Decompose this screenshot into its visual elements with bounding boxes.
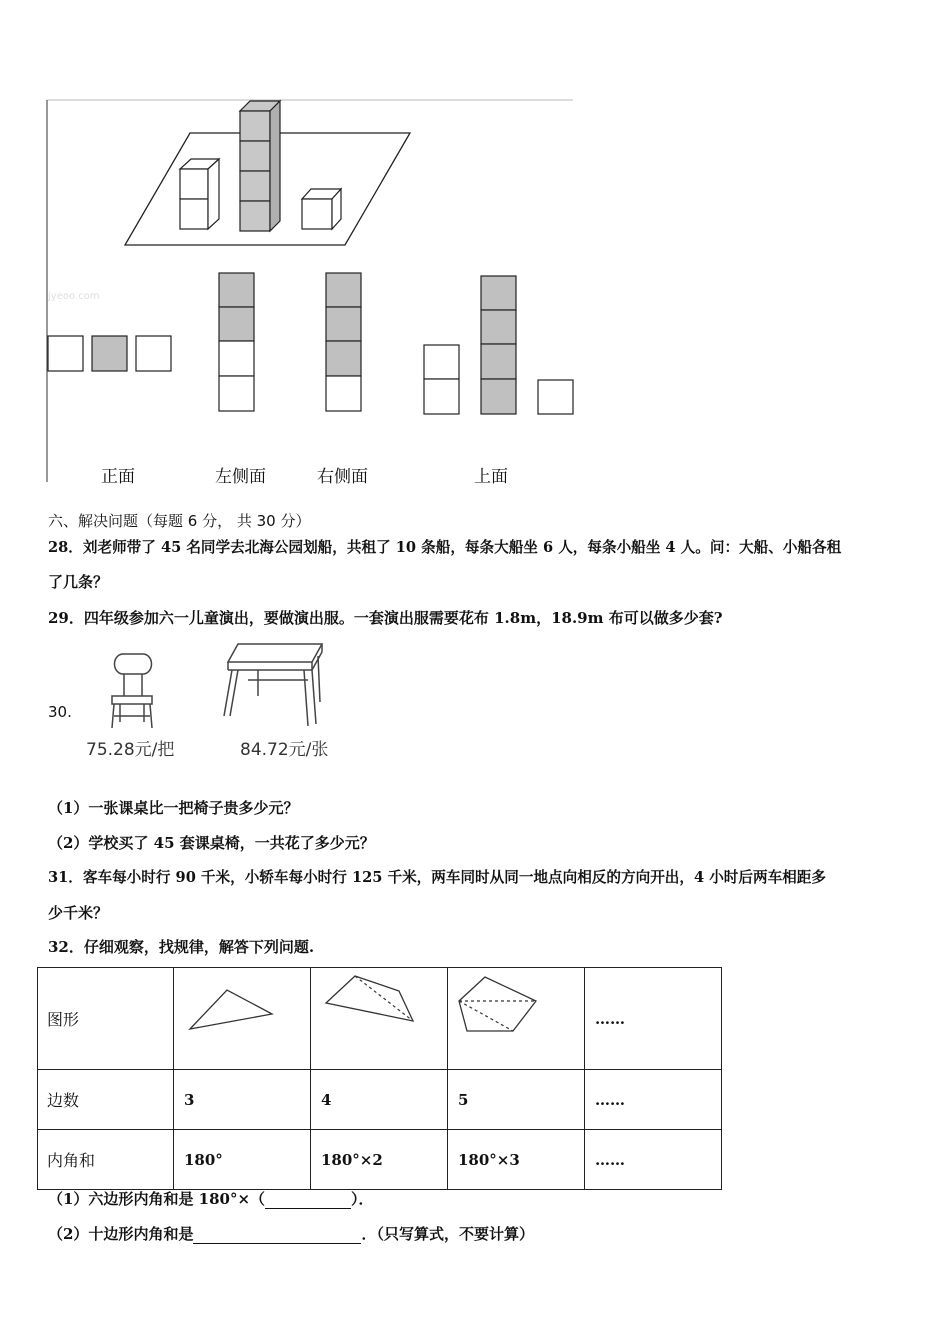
question-32-sub2	[48, 1223, 534, 1244]
chair-price: 75.28元/把	[86, 740, 175, 760]
question-31-line1: 31．客车每小时行 90 千米，小轿车每小时行 125 千米，两车同时从同一地点向相反的方向开出，4 小时后两车相距多	[48, 869, 826, 886]
shape-quadrilateral	[311, 968, 448, 1070]
front-view-label: 正面	[101, 467, 135, 487]
top-view	[424, 276, 573, 414]
question-31-line2: 少千米？	[48, 904, 109, 922]
front-view	[48, 336, 171, 371]
question-30-sub1: （1）一张课桌比一把椅子贵多少元？	[48, 799, 299, 817]
desk-image	[218, 640, 328, 730]
row-label-shape: 图形	[38, 968, 174, 1070]
cube-stack-tall	[240, 101, 280, 231]
angle-cell: 180°×2	[311, 1130, 448, 1190]
pentagon-figure	[448, 968, 584, 1065]
question-30-number: 30.	[48, 703, 72, 721]
question-32-sub2-prefix: （2）十边形内角和是	[48, 1225, 194, 1243]
shape-pentagon	[448, 968, 585, 1070]
cube-single	[302, 189, 341, 229]
answer-blank-2[interactable]	[193, 1225, 361, 1244]
quadrilateral-figure	[311, 968, 447, 1065]
desk-price: 84.72元/张	[240, 740, 329, 760]
row-label-angle-sum: 内角和	[38, 1130, 174, 1190]
polygon-table	[37, 967, 722, 1190]
angle-cell: ……	[585, 1130, 722, 1190]
question-32-sub1-prefix: （1）六边形内角和是 180°×（	[48, 1190, 266, 1208]
section-heading: 六、解决问题（每题 6 分， 共 30 分）	[48, 512, 311, 530]
top-view-label: 上面	[474, 467, 508, 487]
sides-cell: 4	[311, 1070, 448, 1130]
question-32-sub2-suffix: ．（只写算式，不要计算）	[361, 1225, 534, 1243]
sides-cell: 3	[174, 1070, 311, 1130]
left-view	[219, 273, 254, 411]
right-view-label: 右侧面	[317, 467, 368, 487]
angle-cell: 180°×3	[448, 1130, 585, 1190]
left-view-label: 左侧面	[215, 467, 266, 487]
chair-image	[100, 650, 170, 730]
sides-cell: 5	[448, 1070, 585, 1130]
cube-stack-left	[180, 159, 219, 229]
question-28-line2: 了几条？	[48, 573, 109, 591]
angle-cell: 180°	[174, 1130, 311, 1190]
right-view	[326, 273, 361, 411]
shape-more: ……	[585, 968, 722, 1070]
answer-blank-1[interactable]	[265, 1190, 351, 1209]
watermark: jyeoo.com	[48, 291, 100, 302]
shape-triangle	[174, 968, 311, 1070]
cube-views-figure	[0, 0, 950, 500]
question-28-line1: 28．刘老师带了 45 名同学去北海公园划船，共租了 10 条船，每条大船坐 6 人，每条小船坐 4 人。问：大船、小船各租	[48, 539, 842, 556]
question-29: 29．四年级参加六一儿童演出，要做演出服。一套演出服需要花布 1.8m，18.9m 布可以做多少套?	[48, 609, 723, 627]
question-32-sub1	[48, 1188, 374, 1209]
sides-cell: ……	[585, 1070, 722, 1130]
question-30-sub2: （2）学校买了 45 套课桌椅，一共花了多少元？	[48, 834, 375, 852]
question-32-intro: 32．仔细观察，找规律，解答下列问题.	[48, 938, 315, 956]
triangle-figure	[174, 968, 310, 1065]
row-label-sides: 边数	[38, 1070, 174, 1130]
question-32-sub1-suffix: ）．	[351, 1190, 374, 1208]
